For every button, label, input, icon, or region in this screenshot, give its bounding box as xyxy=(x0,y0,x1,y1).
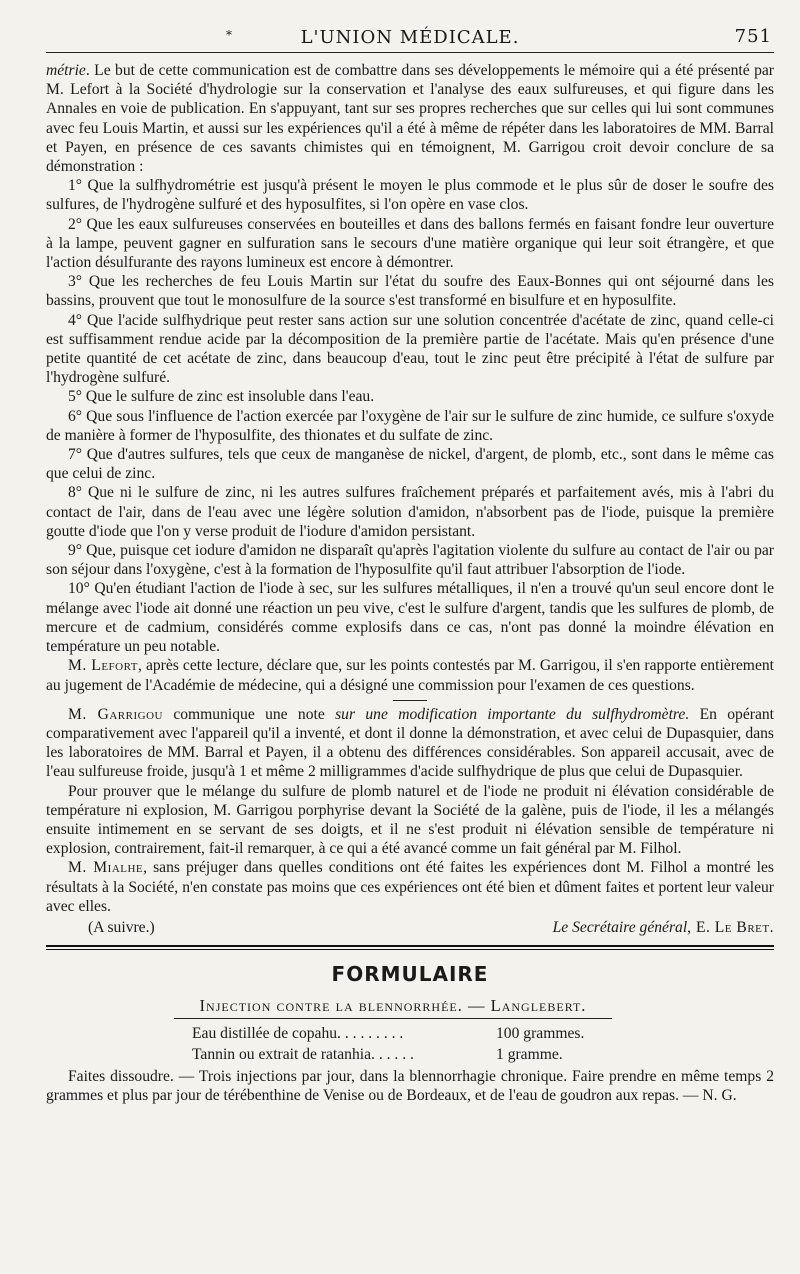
article-body xyxy=(46,61,774,937)
speaker-name: M. Mialhe xyxy=(68,859,144,877)
conclusion-2: 2° Que les eaux sulfureuses conservées en bouteilles et dans des ballons fermés en faisant fondre leur ouverture à la lampe, peuvent gagner en sulfuration sans le secours d'une matière organique qui leur soit étrangère, et que l'action désulfurante des rayons lumineux est encore à démontrer. xyxy=(46,215,774,272)
paragraph-text: En opérant comparativement avec l'appareil qu'il a inventé, et dont il donne la démonstration, et avec celui de Dupasquier, dans les laboratoires de MM. Barral et Payen, il a obtenu des différences considérables. Son appareil accusait, avec de l'eau sulfureuse froide, jusqu'à 1 et même 2 milligrammes d'acide sulfhydrique de plus que celui de Dupasquier. xyxy=(46,705,774,781)
paragraph-text: communique une note xyxy=(162,705,336,723)
recipe-instructions xyxy=(46,1067,774,1105)
conclusion-8: 8° Que ni le sulfure de zinc, ni les autres sulfures fraîchement préparés et parfaitement avés, mis à l'abri du contact de l'air, dans de l'eau avec une légère solution d'amidon, n'absorbent pas de l'iode, puisque la première goutte d'iode que l'on y verse produit de l'iodure d'amidon persistant. xyxy=(46,484,774,540)
speaker-name: M. Garrigou xyxy=(68,705,163,723)
conclusion-1: 1° Que la sulfhydrométrie est jusqu'à présent le moyen le plus commode et le plus sûr de doser le soufre des sulfures, de l'hydrogène sulfuré et des hyposulfites, si l'on opère en vase clos. xyxy=(46,177,774,214)
to-be-continued: (A suivre.) xyxy=(88,918,155,936)
ingredient-row xyxy=(46,1023,774,1044)
formulaire-heading: FORMULAIRE xyxy=(331,962,489,987)
conclusion-9: 9° Que, puisque cet iodure d'amidon ne disparaît qu'après l'agitation violente du sulfure au contact de l'air ou par son séjour dans l'oxygène, c'est à la formation de l'hyposulfite qu'il faut attribuer l'absorption de l'iode. xyxy=(46,542,774,579)
signature-role: Le Secrétaire général xyxy=(552,918,688,936)
ingredient-name: Eau distillée de copahu. . . . . . . . . xyxy=(192,1025,404,1043)
note-title: sur une modification importante du sulfhydromètre. xyxy=(335,705,690,723)
header-ornament: * xyxy=(226,28,233,42)
page-number: 751 xyxy=(734,26,772,47)
paragraph-text: . Le but de cette communication est de combattre dans ses développements le mémoire qui a été présenté par M. Lefort à la Société d'hydrologie sur la conservation et l'analyse des eaux sulfureuses, et qui figure dans les Annales en voie de publication. En s'appuyant, tant sur ses propres recherches que sur celles qui lui sont communes avec feu Louis Martin, et aussi sur les expériences qu'il a été à même de répéter dans les laboratoires de MM. Barral et Payen, en présence de ces savants chimistes qui en témoignent, M. Garrigou croit devoir conclure de sa démonstration : xyxy=(46,62,774,176)
conclusion-3: 3° Que les recherches de feu Louis Martin sur l'état du soufre des Eaux-Bonnes qui ont séjourné dans les bassins, prouvent que tout le monosulfure de la source s'est transformé en bisulfure et en hyposulfite. xyxy=(46,273,774,310)
running-header xyxy=(46,22,774,53)
conclusion-6: 6° Que sous l'influence de l'action exercée par l'oxygène de l'air sur le sulfure de zinc humide, ce sulfure s'oxyde de manière à former de l'hyposulfite, des thionates et du sulfate de zinc. xyxy=(46,407,774,444)
instructions-text: Faites dissoudre. — Trois injections par jour, dans la blennorrhagie chronique. Faire prendre en même temps 2 grammes et plus par jour de térébenthine de Venise ou de Bordeaux, et de l'eau de goudron aux repas. — N. G. xyxy=(46,1068,774,1105)
paragraph-intro xyxy=(46,61,774,176)
paragraph-mialhe xyxy=(46,858,774,916)
ingredient-list xyxy=(46,1023,774,1065)
signature-line xyxy=(46,918,774,937)
section-separator xyxy=(393,700,427,701)
ingredient-quantity: 100 grammes. xyxy=(496,1025,585,1043)
section-rule xyxy=(46,945,774,950)
conclusion-5: 5° Que le sulfure de zinc est insoluble dans l'eau. xyxy=(68,388,375,406)
recipe-title xyxy=(174,996,612,1019)
speaker-name: M. Lefort xyxy=(68,657,139,675)
recipe-name: Injection contre la blennorrhée. xyxy=(199,996,463,1016)
signature-name: , E. Le Bret. xyxy=(687,918,774,936)
italic-lead: métrie xyxy=(46,62,86,79)
ingredient-quantity: 1 gramme. xyxy=(496,1046,563,1064)
conclusion-4: 4° Que l'acide sulfhydrique peut rester sans action sur une solution concentrée d'acétate de zinc, quand celle-ci est suffisamment rendue acide par la décomposition de la première partie de l'acétate. Mais qu'en présence d'une petite quantité de cet acétate de zinc, dans beaucoup d'eau, tout le zinc peut être précipité à l'état de sulfure par l'hydrogène sulfuré. xyxy=(46,311,774,387)
paragraph-text: , après cette lecture, déclare que, sur les points contestés par M. Garrigou, il s'en rapporte entièrement au jugement de l'Académie de médecine, qui a désigné une commission pour l'examen de ces questions. xyxy=(46,657,774,694)
signature xyxy=(553,918,774,937)
paragraph-lefort xyxy=(46,656,774,694)
journal-title: L'UNION MÉDICALE. xyxy=(300,26,520,48)
conclusion-10: 10° Qu'en étudiant l'action de l'iode à sec, sur les sulfures métalliques, il n'en a trouvé qu'un seul encore dont le mélange avec l'iode ait donné une réaction un peu vive, c'est le sulfure d'argent, tandis que les sulfures de plomb, de mercure et de cadmium, considérés comme explosifs dans ce cas, n'ont pas donné la moindre élévation en température un peu notable. xyxy=(46,580,774,656)
conclusion-7: 7° Que d'autres sulfures, tels que ceux de manganèse de nickel, d'argent, de plomb, etc., sont dans le même cas que celui de zinc. xyxy=(46,446,774,483)
paragraph-garrigou xyxy=(46,705,774,782)
paragraph-text: , sans préjuger dans quelles conditions ont été faites les expériences dont M. Filhol a montré les résultats à la Société, n'en constate pas moins que ces expériences ont été bien et dûment faites et portent leur valeur avec elles. xyxy=(46,859,774,915)
paragraph-galene: Pour prouver que le mélange du sulfure de plomb naturel et de l'iode ne produit ni élévation considérable de température ni explosion, M. Garrigou porphyrise devant la Société de la galène, puis de l'iode, il les a mélangés ensuite intimement en se servant de ses doigts, et il ne s'est produit ni élévation sensible de température ni explosion, contrairement, fait-il remarquer, à ce qui a été avancé comme un fait général par M. Filhol. xyxy=(46,782,774,858)
recipe-author: — Langlebert. xyxy=(462,996,587,1016)
ingredient-name: Tannin ou extrait de ratanhia. . . . . . xyxy=(192,1046,414,1064)
ingredient-row xyxy=(46,1044,774,1065)
